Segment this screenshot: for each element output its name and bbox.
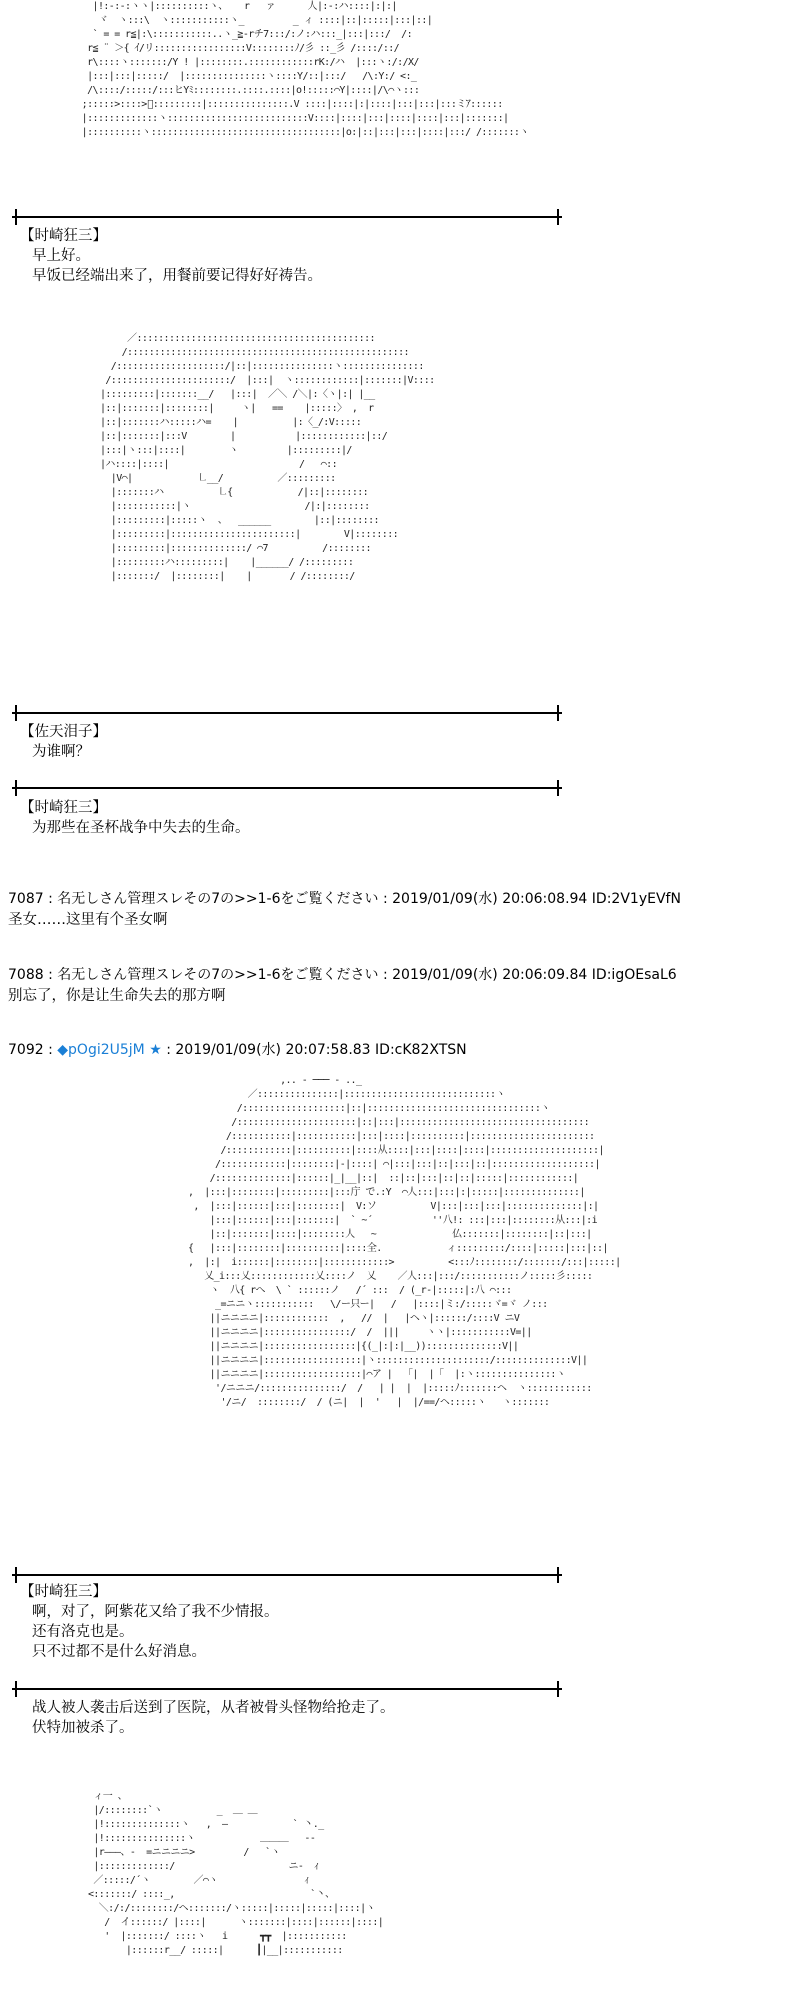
dialogue-line: 还有洛克也是。 [32, 1624, 134, 1640]
dialogue-line: 为谁啊？ [32, 744, 90, 760]
poster-name: 名无しさん管理スレその7の>>1-6をご覧ください [57, 967, 379, 983]
ascii-art-bottom: ィ一 、 |/::::::::`ヽ _ ＿ ＿ |!::::::::::::::ヽ , ― ` 丶._ |!:::::::::::::::ヽ ＿＿＿ ‐‐ |r―――、- =ニニニニ> / `ヽ |:::::::::::::/ ニ- ｨ ／:::::/´ヽ ／⌒ヽ ｨ <:::::::/ ::::_, `丶、 ＼:/:/::::::::/ヘ:::::::/ヽ:::::|:::::|:::::|::::|ヽ / イ::::::/ |::::| ヽ:::::::|::::|::::::|::::| ' |:::::::/ ::::ヽ i ┳┳ |::::::::::: |::::::r__/ :::::| ┃|__|::::::::::: [87, 1791, 384, 1956]
post-body: 别忘了，你是让生命失去的那方啊 [8, 988, 226, 1004]
poster-trip: ◆pOgi2U5jM ★ [57, 1042, 162, 1058]
post-id: ID:cK82XTSN [375, 1042, 467, 1058]
divider-cross-right [557, 1681, 559, 1697]
post-date: 2019/01/09(水) 20:07:58.83 [175, 1042, 371, 1058]
speaker-label: 【佐天泪子】 [20, 724, 107, 740]
poster-name: 名无しさん管理スレその7の>>1-6をご覧ください [57, 891, 379, 907]
dialogue-line: 只不过都不是什么好消息。 [32, 1644, 206, 1660]
divider-cross-left [15, 209, 17, 225]
narration-block [14, 1698, 395, 1738]
ascii-art-saten: ／:::::::::::::::::::::::::::::::::::::::::::: /:::::::::::::::::::::::::::::::::::::::::::::::::::: /::::::::::::::::::::/|::|:::::::::::::::ヽ::::::::::::::: /::::::::::::::::::::::/ |:::| ヽ::::::::::::|:::::::|V:::: |:::::::::|:::::::__/ |:::| ／＼ /＼|:〈ヽ|:| |__ |::|:::::::|::::::::| ヽ| == |:::::〉 , r |::|:::::::ハ:::::ハ= | |:〈_/:V::::: |::|:::::::|:::V | |::::::::::::|::/ |:::|ヽ:::|::::| ヽ |:::::::::|/ |ハ::::|::::| / ⌒:: |V⌒| ㇗__/ ／::::::::: |:::::::ハ ㇗{ /|::|:::::::: |:::::::::::|ヽ /|:|:::::::: |:::::::::|:::::ヽ 、 ______ |::|:::::::: |:::::::::|:::::::::::::::::::::::| V|:::::::: |:::::::::|::::::::::::::/ ⌒7 /:::::::: |:::::::::ハ:::::::::| |______/ /::::::::: |:::::::/ |::::::::| | / /::::::::/ [99, 333, 435, 582]
speaker-label: 【时崎狂三】 [20, 800, 107, 816]
post-date: 2019/01/09(水) 20:06:08.94 [392, 891, 588, 907]
section-divider [12, 1567, 562, 1583]
divider-cross-left [15, 1567, 17, 1583]
divider-cross-right [557, 209, 559, 225]
divider-cross-right [557, 1567, 559, 1583]
dialogue-block-kurumi-2 [14, 798, 250, 838]
section-divider [12, 705, 562, 721]
divider-cross-left [15, 1681, 17, 1697]
dialogue-block-saten [14, 722, 107, 762]
section-divider [12, 1681, 562, 1697]
narration-line: 伏特加被杀了。 [32, 1720, 134, 1736]
post-header: 7087 : 名无しさん管理スレその7の>>1-6をご覧ください : 2019/01/09(水) 20:06:08.94 ID:2V1yEVfN [8, 891, 681, 907]
divider-line [12, 1574, 562, 1576]
speaker-label: 【时崎狂三】 [20, 228, 107, 244]
post-id: ID:2V1yEVfN [591, 891, 681, 907]
dialogue-line: 早上好。 [32, 248, 90, 264]
speaker-label: 【时崎狂三】 [20, 1584, 107, 1600]
post-number: 7087 [8, 891, 44, 907]
divider-cross-right [557, 780, 559, 796]
dialogue-line: 啊，对了，阿紫花又给了我不少情报。 [32, 1604, 279, 1620]
dialogue-block-kurumi-3 [14, 1582, 279, 1662]
narration-line: 战人被人袭击后送到了医院，从者被骨头怪物给抢走了。 [32, 1700, 395, 1716]
post-date: 2019/01/09(水) 20:06:09.84 [392, 967, 588, 983]
post-header: 7092 : ◆pOgi2U5jM ★ : 2019/01/09(水) 20:07:58.83 ID:cK82XTSN [8, 1042, 467, 1058]
section-divider [12, 780, 562, 796]
divider-cross-left [15, 705, 17, 721]
dialogue-block-kurumi-1 [14, 226, 322, 286]
ascii-art-kurumi: ,.. - ─── - .._ ／:::::::::::::::|::::::::::::::::::::::::::::ヽ /:::::::::::::::::::|::|::::::::::::::::::::::::::::::::ヽ /::::::::::::::::::::::|::|:::|::::::::::::::::::::::::::::::::::: /:::::::::::|:::::::::::|:::|::::|::::::::::|::::::::::::::::::::::: /::::::::::::|::::::::::|::::从::::|:::|::::|::::|::::::::::::::::::::| /::::::::::::|::::::::|-|::::| ⌒|:::|:::|::|:::|::|:::::::::::::::::::| /::::::::::::::|::::::|_|__|::| ::|::|:::|::|::|:::::|::::::::::::| , |:::|::::::::|:::::::::|:::庁 で.:Y ⌒人:::|:::|:|:::::|::::::::::::::| , |:::|::::::|:::|::::::::| V:ソ V|:::|:::|:::|::::::::::::::|:| |:::|::::::|:::|:::::::| ` ~´ ''八!: :::|:::|::::::::从:::|:i |::|:::::::|::::|::::::::人 ~ 仏:::::::|::::::::|::|:::| { |:::|::::::::|::::::::::|::::全. ィ:::::::::/::::|:::::|:::|::| , |:| i::::::|::::::::|::::::::::::> <:::ﾉ::::::::/:::::::/:::|:::::| 乂_i:::乂::::::::::::乂::::ノ 乂 ／人:::|:::/:::::::::::ノ:::::彡::::: ヽ 八{ rへ \ ` ::::::ノ /´ ::: / (_r-|:::::|:八 ⌒::: _=ニニヽ::::::::::: \/ー只ー| / |::::|ミ:/:::::ヾ=ヾ ノ::: ||ニニニニ|:::::::::::: , // | |ヘヽ|::::::/::::V ニV ||ニニニニ|::::::::::::::::/ / ||| ヽヽ|:::::::::::V=|| ||ニニニニ|:::::::::::::::::|{(_|:|:|__))::::::::::::::V|| ||ニニニニ|::::::::::::::::::|ヽ:::::::::::::::::::::/::::::::::::::V|| ||ニニニニ|::::::::::::::::::|⌒ア | 「| |「 |:ヽ:::::::::::::::ヽ '/ニニニ/:::::::::::::::/ / | | | |:::::ﾉ:::::::ヘ ヽ:::::::::::: '/ニ/ ::::::::/ / (ニ| | ' | |/==/ヘ:::::ヽ ヽ::::::: [187, 1075, 621, 1408]
post-number: 7092 [8, 1042, 44, 1058]
divider-line [12, 712, 562, 714]
dialogue-line: 早饭已经端出来了，用餐前要记得好好祷告。 [32, 268, 322, 284]
divider-cross-right [557, 705, 559, 721]
ascii-art-top: |!:-:-:ヽヽ|::::::::::ヽ、 r ァ 人|:-:ハ::::|:|:| ヾ ヽ:::\ ヽ:::::::::::ヽ_ _ ィ ::::|::|:::::|:::|::| ` = = r≦|:\:::::::::::..ヽ_≧-rチ7:::/:ノ:ハ:::_|:::|:::/ /: r≦ ¨ ＞{ ｲ/リ:::::::::::::::::V::::::::ﾉ/彡 ::_彡 /::::/::/ r\::::ヽ:::::::/Y ! |::::::::.::::::::::::rK:/ハ |:::ヽ:/:/X/ |:::|:::|:::::/ |:::::::::::::::ヽ::::Y/::|:::/ /\:Y:/ <:_ /\::::/:::::/:::ヒYﾐ::::::::.::::.::::|o!:::::⌒Y|::::|/\⌒ヽ::: ;:::::>::::>ﾞ:::::::::|:::::::::::::::.V ::::|::::|:|::::|:::|:::|:::ミｱ:::::: |:::::::::::::ヽ::::::::::::::::::::::::::V::::|::::|:::|::::|::::|:::|:::::::| |::::::::::ヽ:::::::::::::::::::::::::::::::::::|o:|::|:::|:::|::::|:::/ /:::::::ヽ [81, 1, 529, 138]
post-number: 7088 [8, 967, 44, 983]
post-id: ID:igOEsaL6 [591, 967, 677, 983]
divider-line [12, 1688, 562, 1690]
divider-line [12, 216, 562, 218]
divider-line [12, 787, 562, 789]
section-divider [12, 209, 562, 225]
dialogue-line: 为那些在圣杯战争中失去的生命。 [32, 820, 250, 836]
divider-cross-left [15, 780, 17, 796]
post-header: 7088 : 名无しさん管理スレその7の>>1-6をご覧ください : 2019/01/09(水) 20:06:09.84 ID:igOEsaL6 [8, 967, 677, 983]
post-body: 圣女……这里有个圣女啊 [8, 912, 168, 928]
